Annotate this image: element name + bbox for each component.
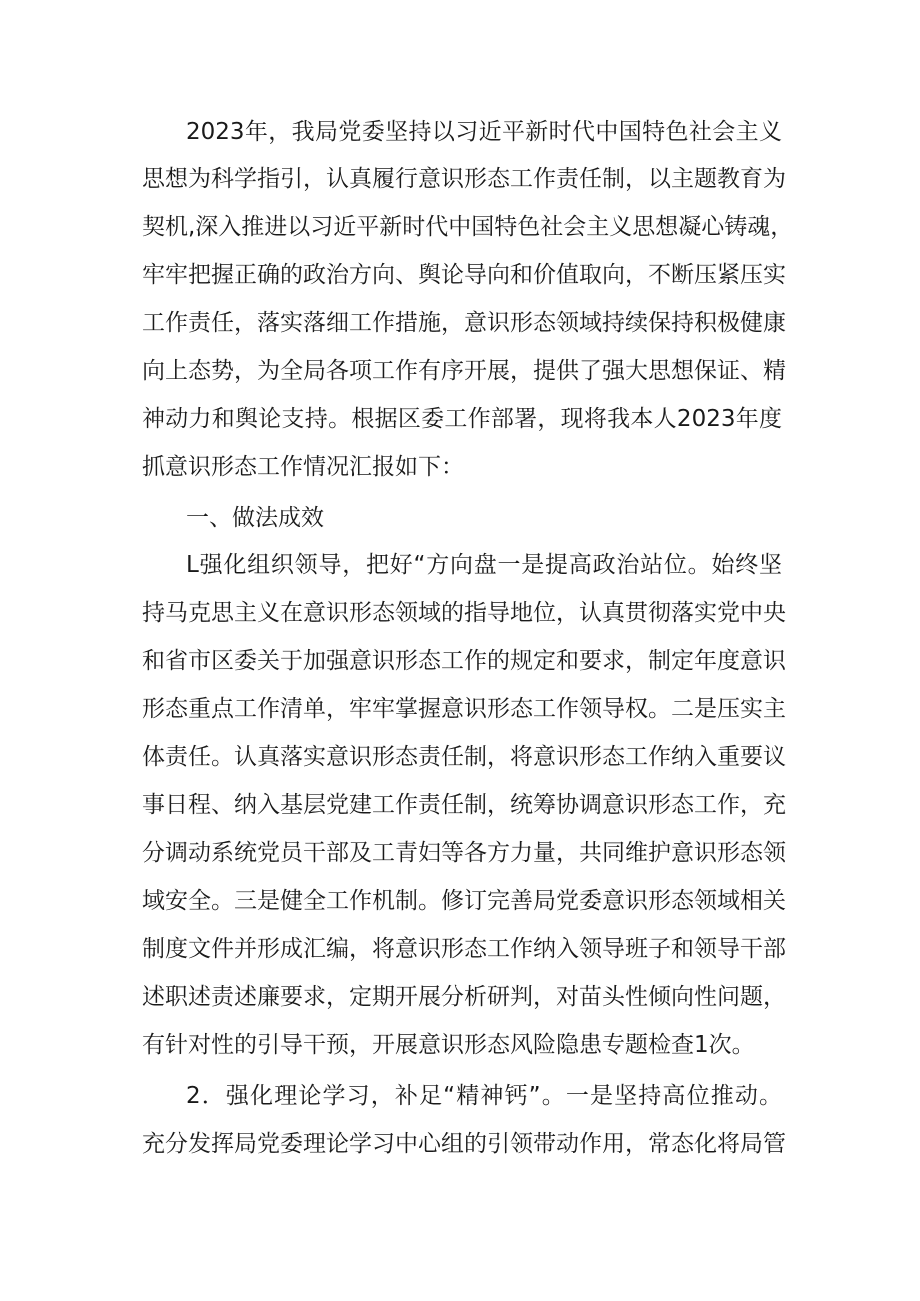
- paragraph-line: 2023年，我局党委坚持以习近平新时代中国特色社会主义: [186, 119, 782, 145]
- section-heading: 一、做法成效: [186, 505, 324, 531]
- paragraph-line: 持马克思主义在意识形态领域的指导地位，认真贯彻落实党中央: [142, 600, 786, 626]
- paragraph-line: 事日程、纳入基层党建工作责任制，统筹协调意识形态工作，充: [142, 792, 786, 818]
- paragraph-line: 思想为科学指引，认真履行意识形态工作责任制，以主题教育为: [142, 166, 786, 192]
- paragraph-line: 分调动系统党员干部及工青妇等各方力量，共同维护意识形态领: [142, 840, 786, 866]
- paragraph-line: 制度文件并形成汇编，将意识形态工作纳入领导班子和领导干部: [142, 936, 786, 962]
- paragraph-line: 述职述责述廉要求，定期开展分析研判，对苗头性倾向性问题，: [142, 984, 786, 1010]
- paragraph-line: 充分发挥局党委理论学习中心组的引领带动作用，常态化将局管: [142, 1131, 786, 1157]
- paragraph-line: 有针对性的引导干预，开展意识形态风险隐患专题检查1次。: [142, 1032, 755, 1058]
- paragraph-line: 契机,深入推进以习近平新时代中国特色社会主义思想凝心铸魂，: [142, 214, 794, 240]
- paragraph-line: L强化组织领导，把好“方向盘一是提高政治站位。始终坚: [186, 552, 782, 578]
- paragraph-line: 形态重点工作清单，牢牢掌握意识形态工作领导权。二是压实主: [142, 696, 786, 722]
- paragraph-line: 域安全。三是健全工作机制。修订完善局党委意识形态领域相关: [142, 888, 786, 914]
- paragraph-line: 2．强化理论学习，补足“精神钙”。一是坚持高位推动。: [186, 1083, 782, 1109]
- paragraph-line: 牢牢把握正确的政治方向、舆论导向和价值取向，不断压紧压实: [142, 262, 786, 288]
- paragraph-line: 向上态势，为全局各项工作有序开展，提供了强大思想保证、精: [142, 358, 786, 384]
- paragraph-line: 抓意识形态工作情况汇报如下：: [142, 454, 464, 480]
- paragraph-line: 工作责任，落实落细工作措施，意识形态领域持续保持积极健康: [142, 310, 786, 336]
- paragraph-line: 体责任。认真落实意识形态责任制，将意识形态工作纳入重要议: [142, 744, 786, 770]
- paragraph-line: 和省市区委关于加强意识形态工作的规定和要求，制定年度意识: [142, 648, 786, 674]
- paragraph-line: 神动力和舆论支持。根据区委工作部署，现将我本人2023年度: [142, 406, 782, 432]
